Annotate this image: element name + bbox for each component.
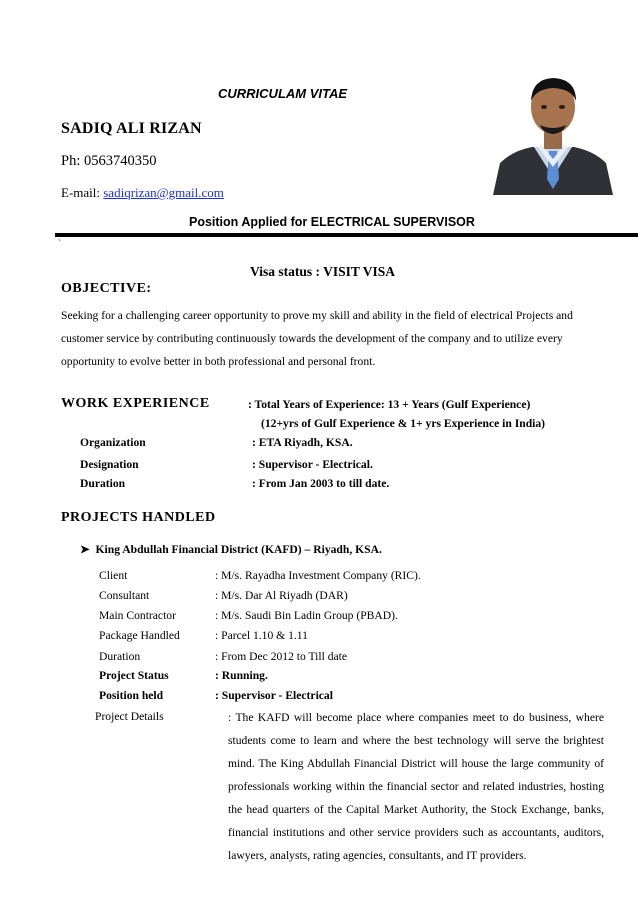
position-applied: Position Applied for ELECTRICAL SUPERVISOR	[189, 215, 475, 229]
project-label-client: Client	[99, 569, 128, 582]
total-experience: : Total Years of Experience: 13 + Years (Gulf Experience)	[248, 398, 531, 411]
project-value-status: : Running.	[215, 669, 268, 682]
arrow-bullet-icon: ➤	[80, 543, 90, 556]
project-value-package: : Parcel 1.10 & 1.11	[215, 629, 308, 642]
project-details-label: Project Details	[95, 710, 164, 723]
work-label-designation: Designation	[80, 458, 139, 471]
profile-photo	[488, 67, 618, 195]
work-experience-heading: WORK EXPERIENCE	[61, 396, 210, 411]
project-details-text: : The KAFD will become place where companies meet to do business, where students come to learn and where the best technology will serve the brightest mind. The King Abdullah Financial District will house the large community of professionals working within the financial sector and related industries, hosting the head quarters of the Capital Market Authority, the Stock Exchange, banks, financial institutions and other service providers such as accountants, auditors, lawyers, analysts, rating agencies, consultants, and IT providers.	[228, 711, 604, 862]
project-label-position: Position held	[99, 689, 164, 702]
objective-heading: OBJECTIVE:	[61, 281, 152, 296]
objective-text: Seeking for a challenging career opportunity to prove my skill and ability in the field of electrical Projects and customer service by contributing continuously towards the development of the company and to utilize every opportunity to evolve better in both professional and personal front.	[61, 309, 573, 368]
project-label-main-contractor: Main Contractor	[99, 609, 176, 622]
work-label-duration: Duration	[80, 477, 126, 490]
project-label-duration: Duration	[99, 650, 141, 663]
project-label-package: Package Handled	[99, 629, 180, 642]
visa-status: Visa status : VISIT VISA	[250, 264, 396, 279]
work-value-designation: : Supervisor - Electrical.	[252, 458, 373, 471]
email-link[interactable]: sadiqrizan@gmail.com	[103, 185, 224, 200]
stray-mark: `	[58, 238, 61, 248]
project-value-duration: : From Dec 2012 to Till date	[215, 650, 348, 663]
projects-heading: PROJECTS HANDLED	[61, 510, 216, 525]
email-label: E-mail:	[61, 185, 104, 200]
work-value-duration: : From Jan 2003 to till date.	[252, 477, 390, 490]
project-bullet	[80, 542, 382, 556]
candidate-name: SADIQ ALI RIZAN	[61, 120, 202, 137]
phone-number: Ph: 0563740350	[61, 153, 157, 169]
project-label-status: Project Status	[99, 669, 169, 682]
project-value-consultant: : M/s. Dar Al Riyadh (DAR)	[215, 589, 348, 602]
project-name: King Abdullah Financial District (KAFD) – Riyadh, KSA.	[95, 543, 382, 556]
cv-title: CURRICULAM VITAE	[218, 86, 348, 101]
project-label-consultant: Consultant	[99, 589, 150, 602]
project-value-main-contractor: : M/s. Saudi Bin Ladin Group (PBAD).	[215, 609, 398, 622]
header-divider	[55, 233, 638, 237]
email-line	[61, 185, 224, 201]
work-value-organization: : ETA Riyadh, KSA.	[252, 436, 353, 449]
project-value-position: : Supervisor - Electrical	[215, 689, 333, 702]
project-value-client: : M/s. Rayadha Investment Company (RIC).	[215, 569, 421, 582]
work-label-organization: Organization	[80, 436, 146, 449]
experience-breakdown: (12+yrs of Gulf Experience & 1+ yrs Experience in India)	[261, 417, 546, 430]
